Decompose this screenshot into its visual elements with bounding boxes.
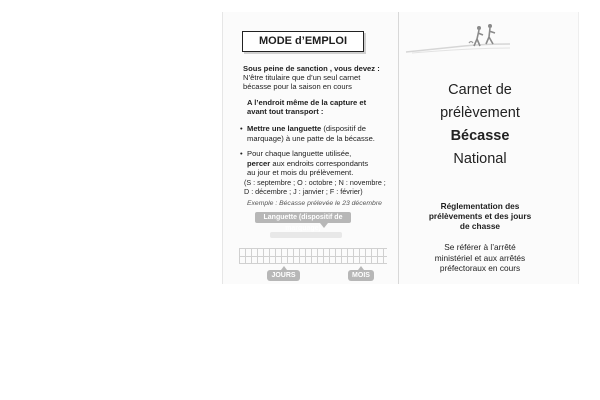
hunter-illustration	[404, 22, 512, 54]
mois-label: MOIS	[348, 270, 374, 281]
title-line-1: Carnet de	[448, 82, 512, 98]
title-line-3: Bécasse	[450, 128, 510, 144]
bullet-2-line-1: Pour chaque languette utilisée,	[247, 149, 352, 158]
section-line-1: A l’endroit même de la capture et	[247, 98, 367, 107]
jours-label: JOURS	[267, 270, 300, 281]
reglement-line-2: prélèvements et des jours	[428, 211, 532, 221]
bullet-dot: •	[240, 124, 243, 133]
example-text: Exemple : Bécasse prélevée le 23 décembre	[247, 200, 382, 207]
bullet-2-line-3: au jour et mois du prélèvement.	[247, 168, 354, 178]
fold-line	[398, 12, 399, 284]
title-line-4: National	[453, 151, 507, 167]
bullet-1-line-2: marquage) à une patte de la bécasse.	[247, 133, 375, 143]
reglement-line-3: de chasse	[459, 221, 501, 231]
months-line-2: D : décembre ; J : janvier ; F : février)	[244, 187, 363, 196]
section-line-2: avant tout transport :	[247, 107, 324, 116]
intro-bold: Sous peine de sanction , vous devez :	[243, 64, 380, 73]
bullet-1-rest: (dispositif de	[321, 124, 367, 133]
reglementation-heading	[410, 201, 550, 231]
months-line-1: (S : septembre ; O : octobre ; N : novembre ;	[244, 178, 386, 187]
bullet-2-bold: percer	[247, 158, 271, 168]
reglement-line-1: Réglementation des	[440, 201, 520, 211]
title-line-2: prélèvement	[440, 105, 520, 121]
bullet-1	[240, 124, 389, 143]
bullet-2	[240, 149, 389, 178]
intro-line-2: bécasse pour la saison en cours	[243, 82, 352, 91]
refer-line-2: ministériel et aux arrêtés	[434, 252, 526, 263]
mode-emploi-title: MODE d’EMPLOI	[242, 31, 364, 52]
refer-line-1: Se référer à l’arrêté	[444, 242, 516, 252]
bullet-1-bold: Mettre une languette	[247, 124, 322, 133]
punch-grid	[239, 248, 387, 264]
bullet-dot: •	[240, 149, 243, 158]
languette-pointer	[320, 223, 328, 228]
refer-text	[410, 242, 550, 274]
languette-label: Languette (dispositif de marquage)	[255, 212, 351, 223]
languette-strip	[270, 232, 342, 238]
bullet-2-rest: aux endroits correspondants	[270, 158, 369, 168]
intro-line-1: N’être titulaire que d’un seul carnet	[243, 73, 361, 82]
refer-line-3: préfectoraux en cours	[439, 263, 521, 273]
